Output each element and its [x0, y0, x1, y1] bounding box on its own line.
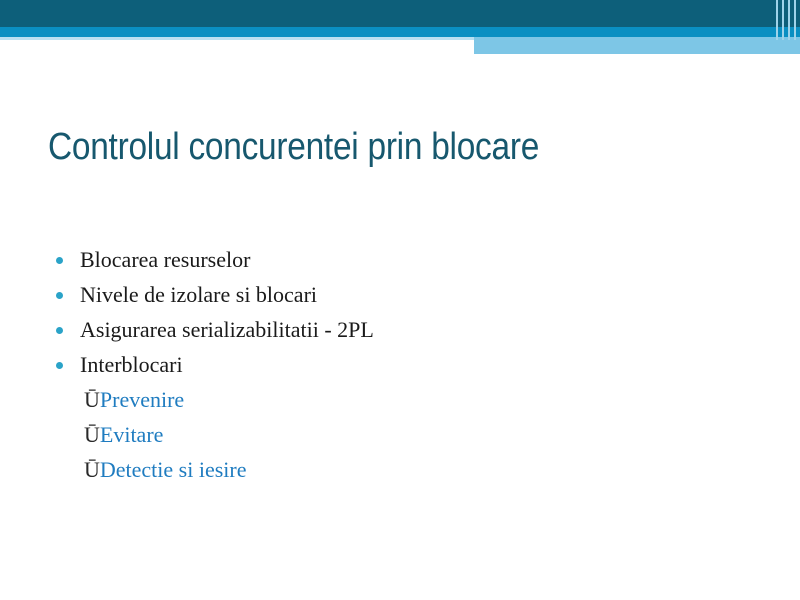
slide-title: Controlul concurentei prin blocare: [48, 126, 540, 168]
sub-bullet-marker: Ū: [84, 387, 100, 412]
bullet-list: [52, 244, 374, 384]
sub-bullet-text: Detectie si iesire: [99, 457, 247, 482]
header-band-light: [474, 37, 800, 54]
sub-bullet-text: Evitare: [99, 422, 164, 447]
bullet-text: Nivele de izolare si blocari: [80, 282, 318, 307]
sub-bullet-marker: Ū: [84, 457, 100, 482]
header-band-thin: [0, 37, 474, 40]
bullet-dot-icon: [56, 362, 63, 369]
bullet-item: [52, 279, 374, 314]
bullet-item: [52, 244, 374, 279]
sub-bullet-marker: Ū: [84, 422, 100, 447]
sub-bullet-list: [84, 384, 247, 489]
bullet-text: Asigurarea serializabilitatii - 2PL: [80, 317, 374, 342]
sub-bullet-item: [84, 454, 247, 489]
bullet-dot-icon: [56, 327, 63, 334]
bullet-dot-icon: [56, 257, 63, 264]
bullet-text: Interblocari: [80, 352, 183, 377]
sub-bullet-item: [84, 384, 247, 419]
header-band-dark: [0, 0, 800, 27]
header-decoration: [770, 0, 800, 40]
header-band-blue: [0, 27, 800, 37]
bullet-item: [52, 314, 374, 349]
bullet-text: Blocarea resurselor: [80, 247, 251, 272]
bullet-item: [52, 349, 374, 384]
sub-bullet-text: Prevenire: [99, 387, 185, 412]
bullet-dot-icon: [56, 292, 63, 299]
sub-bullet-item: [84, 419, 247, 454]
